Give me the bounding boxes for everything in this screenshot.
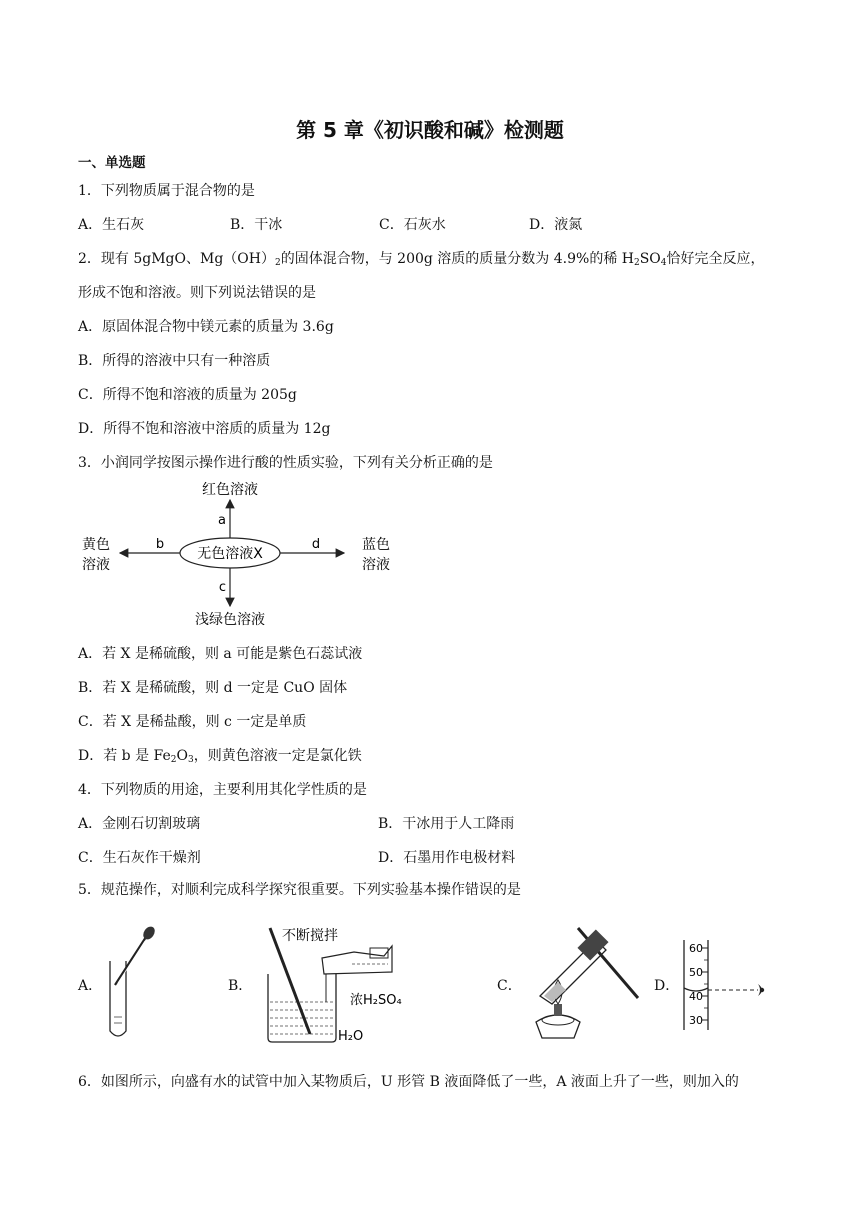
- q2-option-d: D．所得不饱和溶液中溶质的质量为 12g: [78, 421, 331, 437]
- q3-option-c: C．若 X 是稀盐酸，则 c 一定是单质: [78, 714, 307, 730]
- q4-option-d: D．石墨用作电极材料: [378, 850, 516, 866]
- q1-option-d: D．液氮: [529, 217, 583, 233]
- right-label-2: 溶液: [362, 557, 390, 573]
- label-d: d: [311, 537, 321, 552]
- heating-test-tube-illustration: [518, 922, 648, 1042]
- q1-option-c: C．石灰水: [379, 217, 446, 233]
- top-label: 红色溶液: [202, 482, 258, 498]
- q5-stem: 5．规范操作，对顺利完成科学探究很重要。下列实验基本操作错误的是: [78, 882, 521, 898]
- q6-stem: 6．如图所示，向盛有水的试管中加入某物质后，U 形管 B 液面降低了一些，A 液面上升了一些，则加入的: [78, 1074, 739, 1090]
- tick-60: 60: [689, 942, 703, 955]
- tick-30: 30: [689, 1014, 703, 1027]
- q2-option-c: C．所得不饱和溶液的质量为 205g: [78, 387, 297, 403]
- q5-label-b: B．: [228, 978, 253, 994]
- tick-50: 50: [689, 966, 703, 979]
- water-label: H₂O: [338, 1029, 364, 1044]
- q1-option-a: A．生石灰: [78, 217, 145, 233]
- tick-40: 40: [689, 990, 703, 1003]
- q4-stem: 4．下列物质的用途，主要利用其化学性质的是: [78, 782, 367, 798]
- graduated-cylinder-illustration: [680, 938, 780, 1034]
- q2-stem: 2．现有 5gMgO、$Mg(OH)_2$的固体混合物，与 200g 溶质的质量分数为 4.9%的稀 $H_2SO_4$恰好完全反应，: [78, 251, 765, 268]
- q4-option-a: A．金刚石切割玻璃: [78, 816, 201, 832]
- label-b: b: [155, 537, 165, 552]
- label-c: c: [218, 580, 226, 595]
- q5-label-d: D．: [654, 978, 680, 994]
- dropper-test-tube-illustration: [100, 925, 160, 1043]
- section-heading: 一、单选题: [78, 155, 146, 171]
- right-label-1: 蓝色: [362, 537, 390, 553]
- q5-label-c: C．: [497, 978, 522, 994]
- q2-stem-line2: 形成不饱和溶液。则下列说法错误的是: [78, 285, 316, 301]
- q3-reaction-diagram: [78, 474, 408, 634]
- q3-option-a: A．若 X 是稀硫酸，则 a 可能是紫色石蕊试液: [78, 646, 363, 662]
- q4-option-c: C．生石灰作干燥剂: [78, 850, 201, 866]
- bottom-label: 浅绿色溶液: [195, 612, 265, 628]
- q1-option-b: B．干冰: [230, 217, 283, 233]
- q2-option-a: A．原固体混合物中镁元素的质量为 3.6g: [78, 319, 334, 335]
- q3-stem: 3．小润同学按图示操作进行酸的性质实验，下列有关分析正确的是: [78, 455, 493, 471]
- dilution-beaker-illustration: [252, 922, 427, 1047]
- left-label-1: 黄色: [82, 537, 110, 553]
- q4-option-b: B．干冰用于人工降雨: [378, 816, 515, 832]
- q5-label-a: A．: [78, 978, 103, 994]
- stir-label: 不断搅拌: [282, 928, 338, 944]
- q1-stem: 1．下列物质属于混合物的是: [78, 183, 255, 199]
- center-label: 无色溶液X: [197, 546, 263, 562]
- q3-option-d: D．若 b 是 $Fe_2O_3$，则黄色溶液一定是氯化铁: [78, 748, 362, 765]
- q3-option-b: B．若 X 是稀硫酸，则 d 一定是 CuO 固体: [78, 680, 348, 696]
- label-a: a: [218, 513, 226, 528]
- acid-label: 浓H₂SO₄: [350, 993, 402, 1008]
- q2-option-b: B．所得的溶液中只有一种溶质: [78, 353, 271, 369]
- left-label-2: 溶液: [82, 557, 110, 573]
- page-title: 第 5 章《初识酸和碱》检测题: [296, 118, 564, 142]
